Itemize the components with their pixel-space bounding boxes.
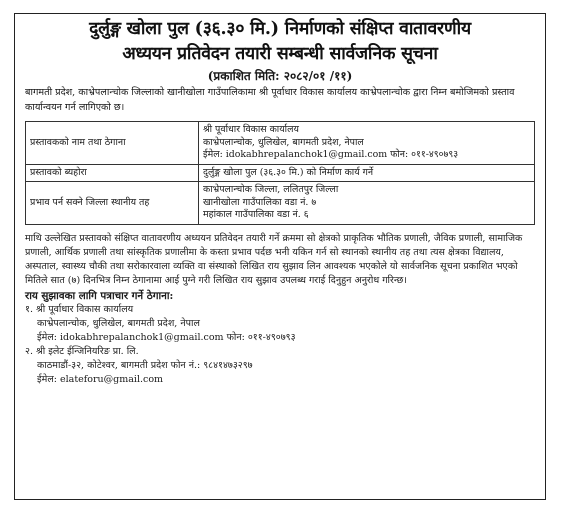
proposal-description: दुर्लुङ्ग खोला पुल (३६.३० मि.) को निर्माण कार्य गर्ने [203,166,374,178]
public-notice [14,13,546,500]
address-1-number: १. [25,303,33,315]
affected-ward-1: खानीखोला गाउँपालिका वडा नं. ७ [203,196,317,208]
intro-paragraph: बागमती प्रदेश, काभ्रेपलान्चोक जिल्लाको खानीखोला गाउँपालिकामा श्री पूर्वाधार विकास कार्यालय काभ्रेपलान्चोक द्वारा निम्न बमोजिमको प्रस्ताव कार्यान्वयन गर्न लागिएको छ। [25,87,515,113]
table-row [26,122,535,165]
address-2-number: २. [25,345,33,357]
row-value-proponent [199,122,535,165]
proponent-address: काभ्रेपलान्चोक, धुलिखेल, बागमती प्रदेश, नेपाल [203,136,364,148]
proponent-name: श्री पूर्वाधार विकास कार्यालय [203,124,299,135]
proposal-info-table [25,121,535,225]
notice-title-line-2: अध्ययन प्रतिवेदन तयारी सम्बन्धी सार्वजनिक सूचना [122,44,438,64]
row-value-proposal [199,164,535,182]
address-2-name: श्री इलेट ईन्जिनियरिङ प्रा. लि. [36,345,139,357]
address-heading: राय सुझावका लागि पत्राचार गर्ने ठेगाना: [25,289,174,302]
row-label-proposal: प्रस्तावको ब्यहोरा [26,164,199,182]
table-row [26,164,535,182]
address-1-name: श्री पूर्वाधार विकास कार्यालय [36,303,134,315]
affected-districts: काभ्रेपलान्चोक जिल्ला, ललितपुर जिल्ला [203,184,339,195]
address-2-location: काठमाडौं-३२, कोटेश्वर, बागमती प्रदेश फोन नं.: ९८४१४७३२९७ [37,359,253,371]
proponent-contact: ईमेल: idokabhrepalanchok1@gmail.com फोन: ०११-४९०७९३ [203,149,459,160]
table-row [26,182,535,225]
row-label-affected-area: प्रभाव पर्न सक्ने जिल्ला स्थानीय तह [26,182,199,225]
affected-ward-2: महांकाल गाउँपालिका वडा नं. ६ [203,209,309,220]
address-1-contact: ईमेल: idokabhrepalanchok1@gmail.com फोन: ०११-४९०७९३ [37,331,296,343]
row-value-affected-area [199,182,535,225]
address-2 [25,345,535,387]
address-1-location: काभ्रेपलान्चोक, धुलिखेल, बागमती प्रदेश, नेपाल [37,317,200,329]
published-date: (प्रकाशित मिति: २०८२/०१ /११) [207,69,353,83]
address-1 [25,303,535,345]
notice-title-line-1: दुर्लुङ्ग खोला पुल (३६.३० मि.) निर्माणको संक्षिप्त वातावरणीय [89,19,471,39]
row-label-proponent: प्रस्तावकको नाम तथा ठेगाना [26,122,199,165]
address-2-title [25,345,535,359]
body-paragraph: माथि उल्लेखित प्रस्तावको संक्षिप्त वातावरणीय अध्ययन प्रतिवेदन तयारी गर्ने क्रममा सो क्षेत्रको प्राकृतिक भौतिक प्रणाली, जैविक प्रणाली, सामाजिक प्रणाली, आर्थिक प्रणाली तथा सांस्कृतिक प्रणालीमा के कस्ता प्रभाव पर्दछ भनी यकिन गर्न सो स्थानको स्थानीय तह तथा त्यस क्षेत्रका विद्यालय, अस्पताल, स्वास्थ्य चौकी तथा सरोकारवाला व्यक्ति वा संस्थाको लिखित राय सुझाव लिन आवश्यक भएकोले यो सार्वजनिक सूचना प्रकाशित भएको मितिले सात (७) दिनभित्र निम्न ठेगानामा आई पुग्ने गरी लिखित राय सुझाव उपलब्ध गराई दिनुहुन अनुरोध गरिन्छ। [25,232,523,287]
address-1-title [25,303,535,317]
address-2-email: ईमेल: elateforu@gmail.com [37,373,164,385]
